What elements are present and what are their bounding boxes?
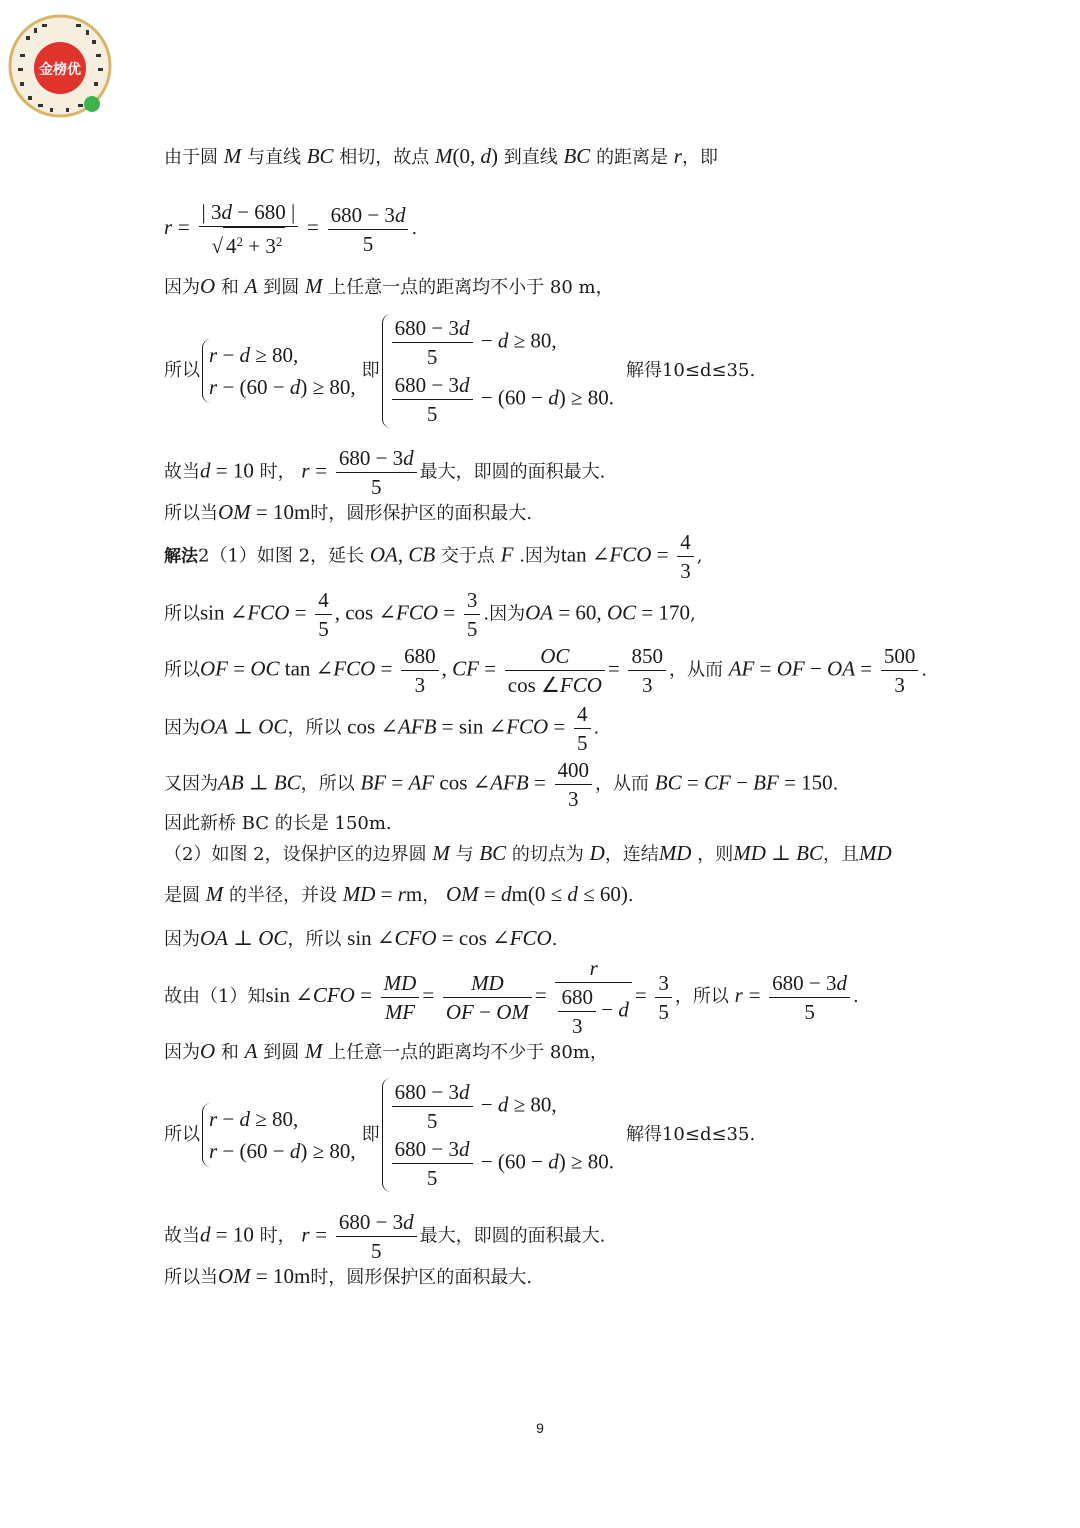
text-line-15: 因为OA ⊥ OC，所以 sin ∠CFO = cos ∠FCO. [164, 926, 558, 950]
text-line-10: 因为OA ⊥ OC，所以 cos ∠AFB = sin ∠FCO = $\frac{4}{5}$ . [164, 702, 600, 755]
text-line-8: 所以sin ∠FCO = $\frac{4}{5}$ , cos ∠FCO = $\frac{3}{5}$ .因为OA = 60, OC = 170, [164, 588, 696, 641]
text-line-11: 又因为AB ⊥ BC，所以 BF = AF cos ∠AFB = $\frac{400}{3}$ ，从而 BC = CF − BF = 150. [164, 758, 839, 811]
text-line-9: 所以OF = OC tan ∠FCO = $\frac{680}{3}$ , CF = $\frac{OC}{\text{cos ∠FCO}}$ = $\frac{850}{3}$ ，从而 AF = OF − OA = $\frac{500}{3}$ . [164, 644, 928, 697]
solution-2-header: 解法2（1）如图 2，延长 OA, CB 交于点 F .因为tan ∠FCO = $\frac{4}{3}$ , [164, 530, 703, 583]
page-number: 9 [536, 1420, 544, 1436]
text-line-16: 故由（1）知sin ∠CFO = $\frac{MD}{MF}$ = $\frac{MD}{OF - OM}$ = r $\frac{680}{3}$ − d = $\frac{3}{5}$ ，所以 r = $\frac{680 - 3d}{5}$ . [164, 956, 859, 1038]
logo-brand-text: 金榜优 [39, 62, 81, 78]
text-line-14: 是圆 M 的半径，并设 MD = rm， OM = dm(0 ≤ d ≤ 60). [164, 882, 634, 906]
inequality-system-2: 所以 r − d ≥ 80, r − (60 − d) ≥ 80, 即 $\frac{680 - 3d}{5}$ − d ≥ 80, $\frac{680 - 3d}{5}$ − (60 − d) ≥ 80. 解得10≤d≤35. [164, 1080, 756, 1190]
text-line-17: 因为O 和 A 到圆 M 上任意一点的距离均不少于 80m， [164, 1039, 608, 1063]
text-line-12: 因此新桥 BC 的长是 150m. [164, 813, 392, 834]
text-line-1: 由于圆 M 与直线 BC 相切，故点 M(0, d) 到直线 BC 的距离是 r，即 [164, 144, 718, 168]
text-line-20: 所以当OM = 10m时，圆形保护区的面积最大. [164, 1264, 533, 1288]
qr-logo [6, 6, 114, 124]
text-line-5: 故当d = 10 时， r = $\frac{680 - 3d}{5}$ 最大，即圆的面积最大. [164, 446, 606, 499]
text-line-6: 所以当OM = 10m时，圆形保护区的面积最大. [164, 500, 533, 524]
inequality-system-1: 所以 r − d ≥ 80, r − (60 − d) ≥ 80, 即 $\frac{680 - 3d}{5}$ − d ≥ 80, $\frac{680 - 3d}{5}$ − (60 − d) ≥ 80. 解得10≤d≤35. [164, 316, 756, 426]
formula-r-distance: r = $\frac{| 3d - 680 |}{√ 4^2 + 3^2}$ = $\frac{680 - 3d}{5}$ . [164, 200, 418, 258]
text-line-19: 故当d = 10 时， r = $\frac{680 - 3d}{5}$ 最大，即圆的面积最大. [164, 1210, 606, 1263]
text-line-3: 因为O 和 A 到圆 M 上任意一点的距离均不小于 80 m， [164, 274, 614, 298]
text-line-13: （2）如图 2，设保护区的边界圆 M 与 BC 的切点为 D，连结MD ，则MD ⊥ BC，且MD [164, 841, 892, 865]
